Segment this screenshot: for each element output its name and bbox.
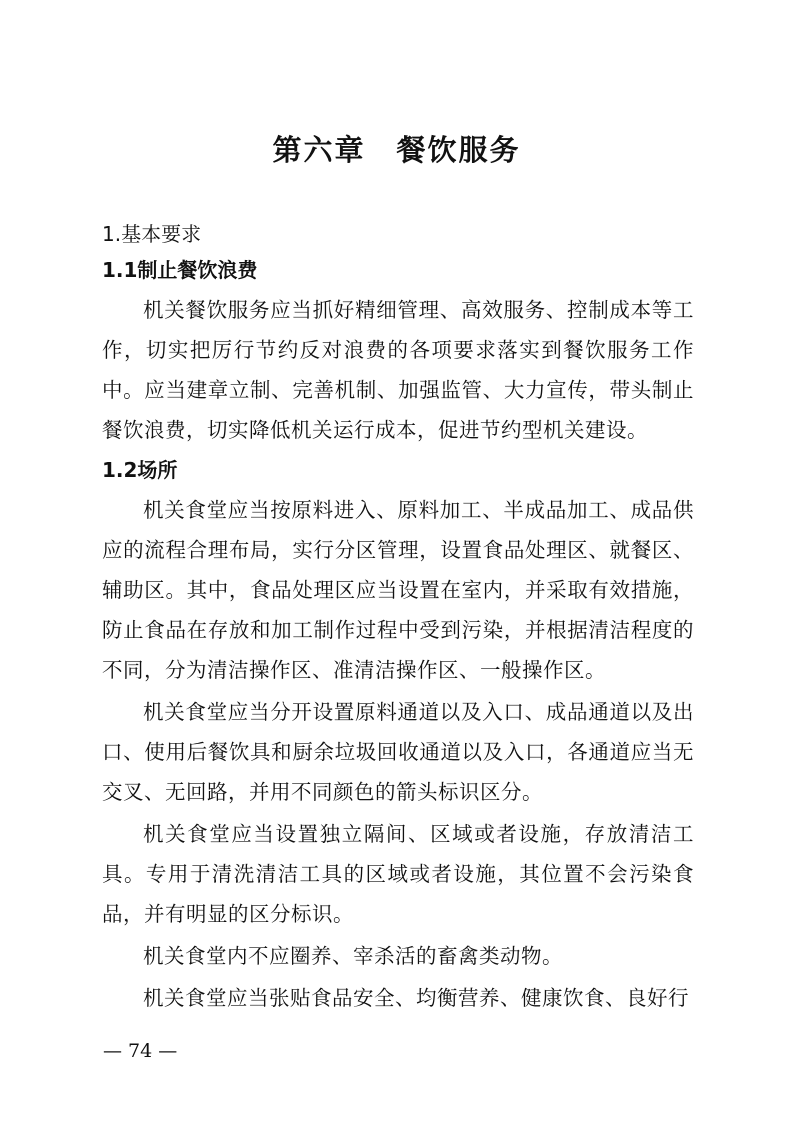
section-heading-1-2: 1.2场所: [102, 458, 178, 482]
chapter-title: 第六章 餐饮服务: [272, 133, 521, 167]
section-heading-1: 1.基本要求: [102, 222, 202, 246]
paragraph: 机关餐饮服务应当抓好精细管理、高效服务、控制成本等工作，切实把厉行节约反对浪费的各项要求落实到餐饮服务工作中。应当建章立制、完善机制、加强监管、大力宣传，带头制止餐饮浪费，切实降低机关运行成本，促进节约型机关建设。: [102, 298, 694, 442]
paragraph: 机关食堂应当分开设置原料通道以及入口、成品通道以及出口、使用后餐饮具和厨余垃圾回收通道以及入口，各通道应当无交叉、无回路，并用不同颜色的箭头标识区分。: [102, 700, 694, 804]
page-number: — 74 —: [103, 1040, 178, 1062]
section-heading-1-1: 1.1制止餐饮浪费: [102, 258, 258, 282]
paragraph: 机关食堂内不应圈养、宰杀活的畜禽类动物。: [143, 944, 563, 968]
paragraph: 机关食堂应当张贴食品安全、均衡营养、健康饮食、良好行: [143, 986, 689, 1010]
paragraph: 机关食堂应当设置独立隔间、区域或者设施，存放清洁工具。专用于清洗清洁工具的区域或者设施，其位置不会污染食品，并有明显的区分标识。: [102, 822, 694, 926]
body-content: [102, 216, 694, 1020]
paragraph: 机关食堂应当按原料进入、原料加工、半成品加工、成品供应的流程合理布局，实行分区管理，设置食品处理区、就餐区、辅助区。其中，食品处理区应当设置在室内，并采取有效措施，防止食品在存放和加工制作过程中受到污染，并根据清洁程度的不同，分为清洁操作区、准清洁操作区、一般操作区。: [102, 498, 694, 682]
